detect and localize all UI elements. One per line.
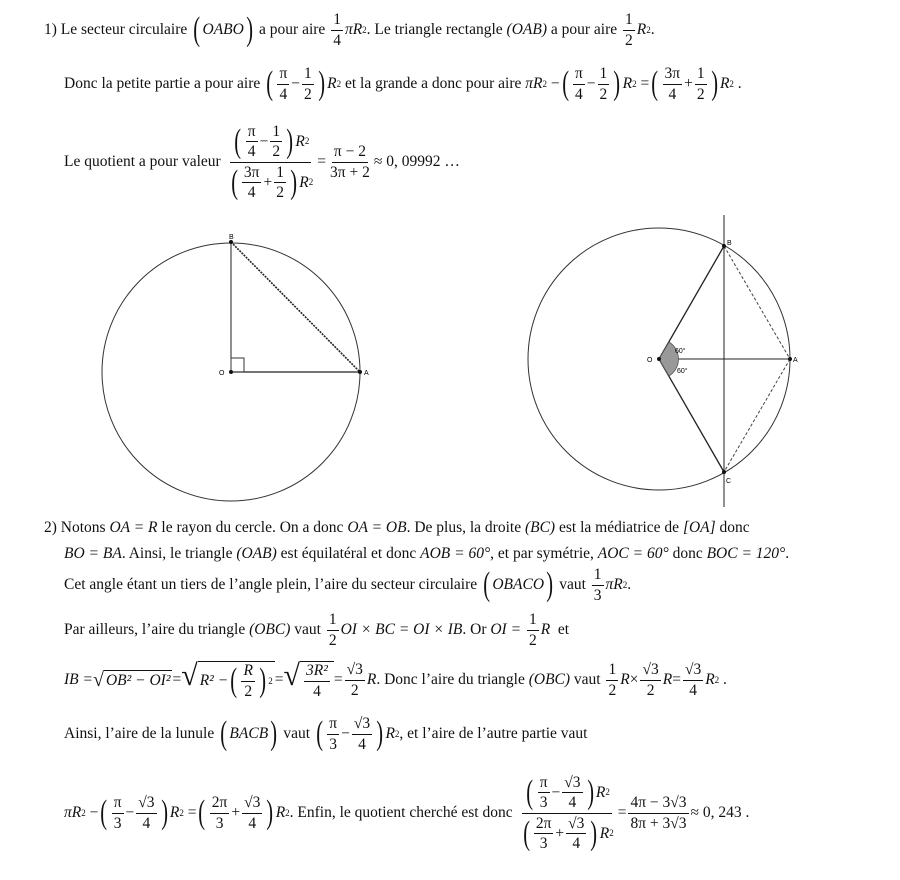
point-b: [722, 244, 726, 248]
label-o: O: [219, 370, 225, 377]
point-a: [788, 357, 792, 361]
angle-label-1: 60°: [675, 348, 686, 355]
right-angle-mark: [231, 358, 244, 372]
segment-ba: [724, 246, 790, 359]
frac-half: $\frac{1}{2}$: [625, 11, 633, 49]
big-part-expr: ( $\frac{3\pi}{4}$ + $\frac{1}{2}$ ): [651, 65, 718, 103]
quotient-result: $\frac{\pi - 2}{3\pi + 2}$: [330, 143, 370, 181]
segment-ac: [724, 359, 790, 472]
label-b: B: [229, 234, 234, 241]
frac-quarter: $\frac{1}{4}$: [333, 11, 341, 49]
part2-line4: Par ailleurs, l’aire du triangle (OBC) vaut $\frac{1}{2}$ OI × BC = OI × IB . Or OI = $\frac{1}{2}$ R et: [64, 611, 570, 649]
part2-line3: Cet angle étant un tiers de l’angle plein, l’aire du secteur circulaire ( OBACO ) vaut $\frac{1}{3}$ πR 2 .: [64, 566, 632, 604]
part1-line3: Le quotient a pour valeur ( $\frac{\pi}{4}$ − $\frac{1}{2}$ ) R 2 ( $\frac{3\pi}{4}$ + $\frac{1}{2}$ ) R 2 = $\frac{\pi - 2}{3\pi + 2}$ ≈ 0, 09992 …: [64, 122, 460, 201]
point-o: [229, 370, 233, 374]
label-b: B: [727, 240, 732, 247]
chord-ab: [231, 242, 360, 372]
part1-line1: 1) Le secteur circulaire ( OABO ) a pour aire $\frac{1}{4}$ πR 2 . Le triangle rectangle (OAB) a pour aire $\frac{1}{2}$ R 2 .: [44, 11, 655, 49]
point-a: [358, 370, 362, 374]
figure-lunule: [525, 215, 805, 507]
final-result: $\frac{4\pi - 3√3}{8\pi + 3√3}$: [630, 794, 687, 832]
sector-oabo: ( OABO ): [193, 11, 253, 48]
part2-line6: Ainsi, l’aire de la lunule ( BACB ) vaut ( $\frac{\pi}{3}$ − $\frac{√3}{4}$ ) R 2 , et l’aire de l’autre partie vaut: [64, 715, 588, 753]
angle-label-2: 60°: [677, 368, 688, 375]
part2-line2: BO = BA. Ainsi, le triangle (OAB) est équilatéral et donc AOB = 60°, et par symétrie, AOC = 60° donc BOC = 120°.: [64, 545, 790, 562]
small-part-expr: ( $\frac{\pi}{4}$ − $\frac{1}{2}$ ): [266, 65, 325, 103]
part2-line1: 2) Notons OA = R le rayon du cercle. On a donc OA = OB. De plus, la droite (BC) est la médiatrice de [OA] donc: [44, 519, 750, 536]
label-a: A: [793, 357, 798, 364]
figure-quarter-circle: [95, 228, 375, 508]
part1-line2: Donc la petite partie a pour aire ( $\frac{\pi}{4}$ − $\frac{1}{2}$ ) R 2 et la grande a donc pour aire πR 2 − ( $\frac{\pi}{4}$ − $\frac{1}{2}$ ) R 2 = ( $\frac{3\pi}{4}$ + $\frac{1}{2}$ ) R 2 .: [64, 65, 742, 103]
label-c: C: [726, 478, 732, 485]
label-o: O: [647, 357, 653, 364]
part2-line7: πR 2 − ( $\frac{\pi}{3}$ − $\frac{√3}{4}$ ) R 2 = ( $\frac{2\pi}{3}$ + $\frac{√3}{4}$ ) R 2 . Enfin, le quotient cherché est donc ( $\frac{\pi}{3}$ − $\frac{√3}{4}$ ) R 2 ( $\frac{2\pi}{3}$ + $\frac{√3}{4}$ ) R 2 = $\frac{4\pi - 3√3}{8\pi + 3√3}$ ≈ 0, 243 .: [64, 773, 750, 852]
point-o: [657, 357, 661, 361]
final-quotient: ( $\frac{\pi}{3}$ − $\frac{√3}{4}$ ) R 2 ( $\frac{2\pi}{3}$ + $\frac{√3}{4}$ ) R 2: [522, 773, 614, 852]
part2-line5: IB = √ OB² − OI² = √ R² − ( $\frac{R}{2}$ ) 2 = √ $\frac{\text{3R²}}{4}$ = $\frac{√3}{2}$ R . Donc l’aire du triangle (OBC) vaut $\frac{1}{2}$ R × $\frac{√3}{2}$ R = $\frac{√3}{4}$ R 2 .: [64, 659, 727, 700]
point-c: [722, 470, 726, 474]
quotient-frac: ( $\frac{\pi}{4}$ − $\frac{1}{2}$ ) R 2 ( $\frac{3\pi}{4}$ + $\frac{1}{2}$ ) R 2: [230, 122, 314, 201]
label-a: A: [364, 370, 369, 377]
